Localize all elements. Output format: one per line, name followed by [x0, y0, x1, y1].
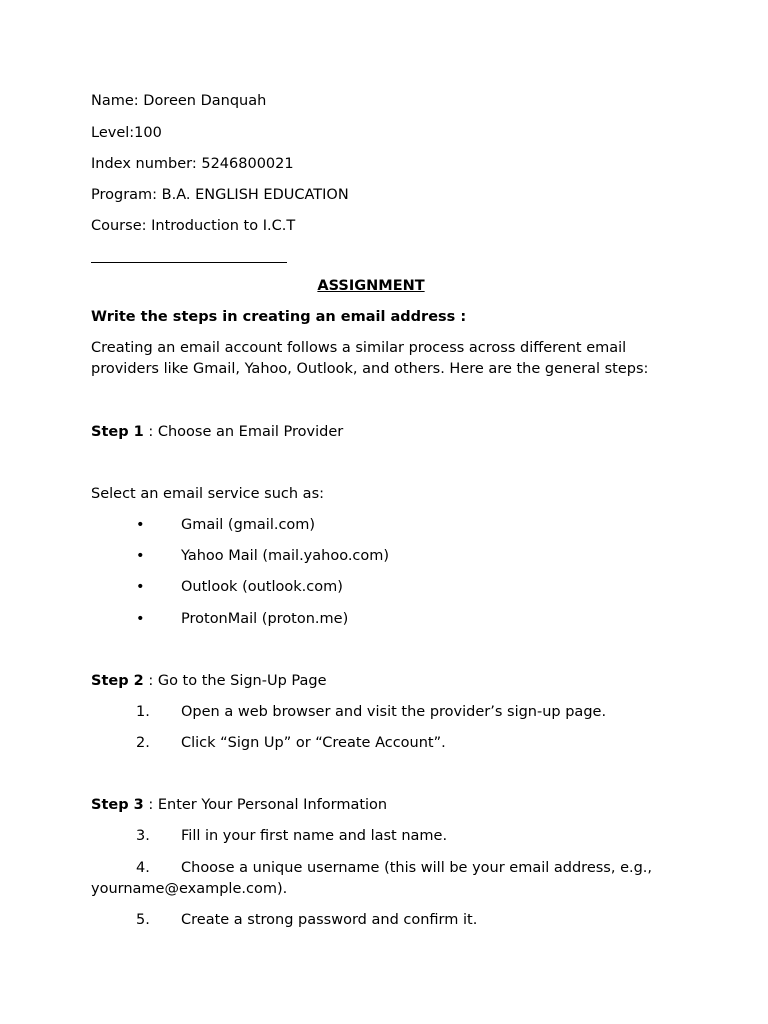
divider-line: [91, 262, 287, 263]
list-number: 4.: [136, 860, 150, 876]
list-number: 5.: [136, 912, 150, 928]
list-item-continuation: yourname@example.com).: [91, 881, 288, 897]
list-item: Gmail (gmail.com): [181, 517, 316, 533]
list-item: Choose a unique username (this will be your email address, e.g.,: [181, 860, 653, 876]
step-1-lead: Select an email service such as:: [91, 486, 325, 502]
intro-line-1: Creating an email account follows a similar process across different email: [91, 340, 627, 356]
step-1-label: Step 1: [91, 424, 144, 440]
index-number: Index number: 5246800021: [91, 156, 294, 172]
assignment-title: ASSIGNMENT: [317, 278, 425, 294]
program: Program: B.A. ENGLISH EDUCATION: [91, 187, 349, 203]
step-3-text: : Enter Your Personal Information: [143, 797, 388, 813]
list-item: Yahoo Mail (mail.yahoo.com): [181, 548, 390, 564]
step-2-text: : Go to the Sign-Up Page: [143, 673, 327, 689]
list-item: ProtonMail (proton.me): [181, 611, 349, 627]
bullet-marker: •: [136, 517, 145, 533]
course: Course: Introduction to I.C.T: [91, 218, 296, 234]
step-3-heading: [91, 796, 387, 814]
list-number: 2.: [136, 735, 150, 751]
list-item: Create a strong password and confirm it.: [181, 912, 478, 928]
bullet-marker: •: [136, 579, 145, 595]
step-1-text: : Choose an Email Provider: [143, 424, 344, 440]
list-item: Fill in your first name and last name.: [181, 828, 448, 844]
bullet-marker: •: [136, 548, 145, 564]
bullet-marker: •: [136, 611, 145, 627]
student-level: Level:100: [91, 125, 162, 141]
step-2-label: Step 2: [91, 673, 144, 689]
step-2-heading: [91, 672, 327, 690]
intro-line-2: providers like Gmail, Yahoo, Outlook, and others. Here are the general steps:: [91, 361, 649, 377]
student-name: Name: Doreen Danquah: [91, 93, 267, 109]
list-item: Click “Sign Up” or “Create Account”.: [181, 735, 446, 751]
list-number: 3.: [136, 828, 150, 844]
question-heading: Write the steps in creating an email address :: [91, 309, 467, 325]
list-item: Outlook (outlook.com): [181, 579, 343, 595]
step-1-heading: [91, 423, 343, 441]
list-number: 1.: [136, 704, 150, 720]
list-item: Open a web browser and visit the provider’s sign-up page.: [181, 704, 607, 720]
step-3-label: Step 3: [91, 797, 144, 813]
